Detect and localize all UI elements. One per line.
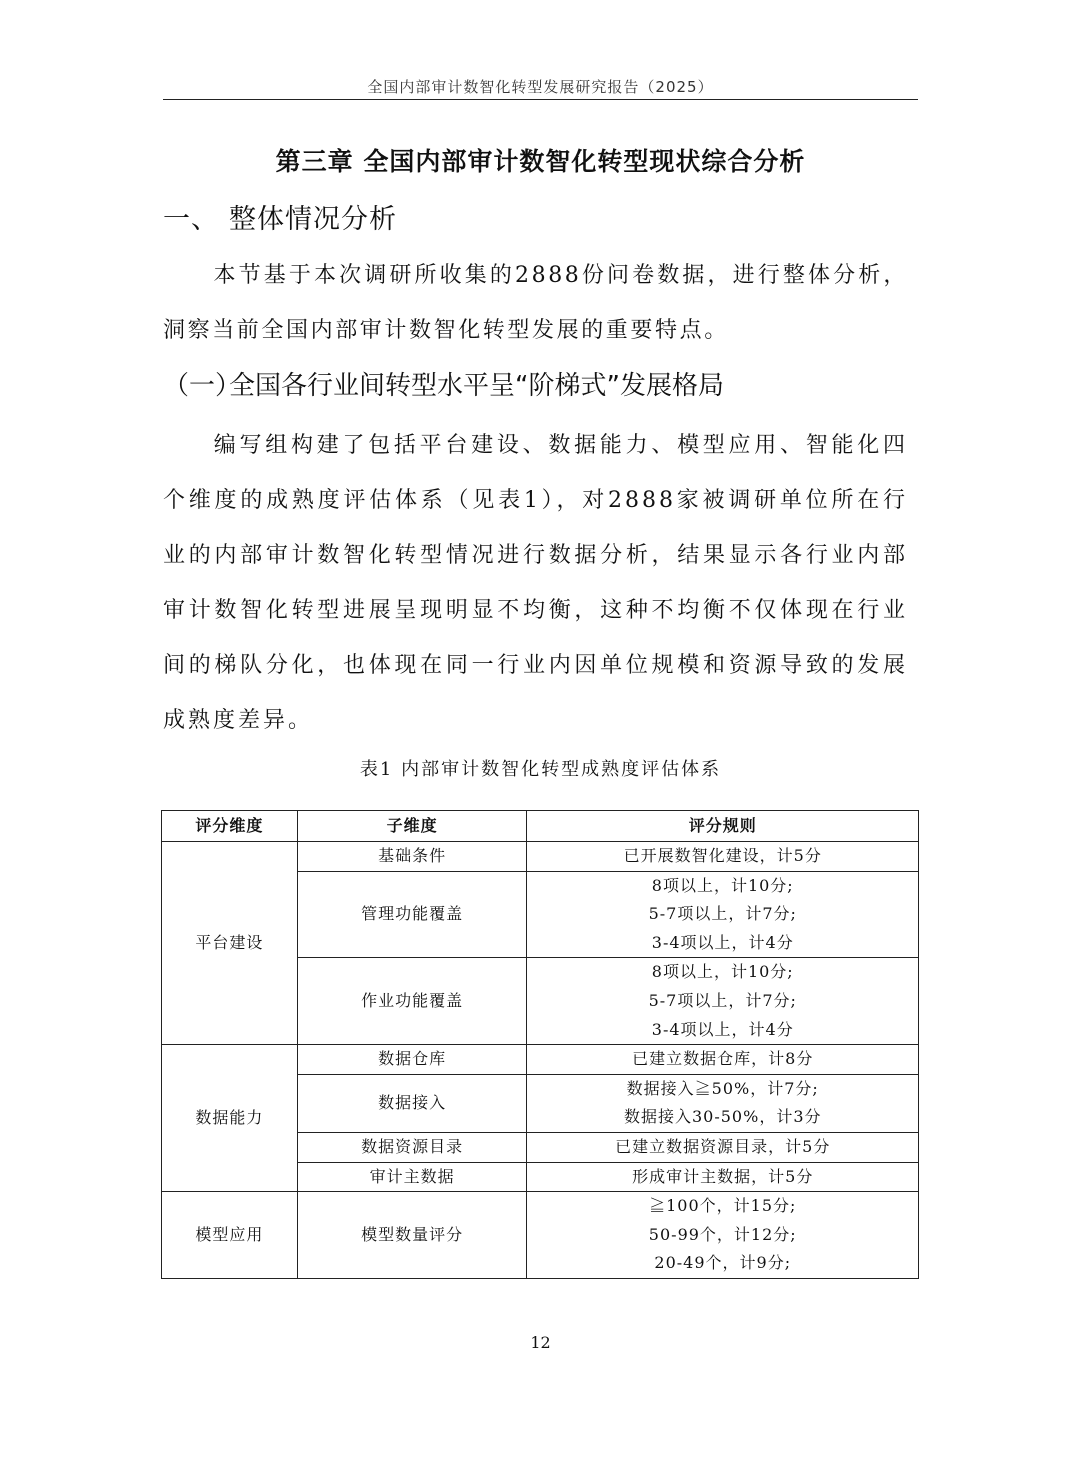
dimension-cell: 数据能力 xyxy=(162,1045,298,1192)
rule-line: 数据接入30-50%，计3分 xyxy=(623,1107,822,1127)
dimension-cell: 平台建设 xyxy=(162,842,298,1045)
table-row xyxy=(162,1045,919,1075)
rule-line: 8项以上，计10分; xyxy=(651,962,794,982)
rule-line: 数据接入≧50%，计7分; xyxy=(626,1078,819,1098)
subsection-paragraph xyxy=(163,418,908,748)
rule-line: 已开展数智化建设，计5分 xyxy=(623,846,822,865)
section-title: 整体情况分析 xyxy=(229,204,397,235)
rule-cell xyxy=(527,1074,919,1132)
subdimension-cell: 数据仓库 xyxy=(297,1045,527,1075)
rule-line: 5-7项以上，计7分; xyxy=(648,990,797,1010)
rule-line: 形成审计主数据，计5分 xyxy=(632,1166,814,1186)
subdimension-cell: 管理功能覆盖 xyxy=(297,871,527,958)
table-row xyxy=(162,1192,919,1279)
header-divider xyxy=(163,99,918,100)
rule-line: 50-99个，计12分; xyxy=(648,1224,797,1244)
subdimension-cell: 模型数量评分 xyxy=(297,1192,527,1279)
rule-line: ≧100个，计15分; xyxy=(649,1196,797,1216)
table-row xyxy=(162,842,919,872)
subsection-paragraph-text: 编写组构建了包括平台建设、数据能力、模型应用、智能化四个维度的成熟度评估体系（见表1），对2888家被调研单位所在行业的内部审计数智化转型情况进行数据分析，结果显示各行业内部审计数智化转型进展呈现明显不均衡，这种不均衡不仅体现在行业间的梯队分化，也体现在同一行业内因单位规模和资源导致的发展成熟度差异。 xyxy=(163,433,908,733)
rule-cell xyxy=(527,1045,919,1075)
table-header-row xyxy=(162,811,919,842)
subsection-heading xyxy=(163,365,724,402)
rule-cell xyxy=(527,1192,919,1279)
subdimension-cell: 数据资源目录 xyxy=(297,1132,527,1162)
rule-cell xyxy=(527,958,919,1045)
table-header-cell: 子维度 xyxy=(297,811,527,842)
subdimension-cell: 审计主数据 xyxy=(297,1162,527,1192)
section-paragraph xyxy=(163,248,908,358)
section-number: 一、 xyxy=(163,204,219,235)
section-paragraph-text: 本节基于本次调研所收集的2888份问卷数据，进行整体分析，洞察当前全国内部审计数智化转型发展的重要特点。 xyxy=(163,263,908,343)
rule-line: 5-7项以上，计7分; xyxy=(648,904,797,924)
rule-cell xyxy=(527,1162,919,1192)
table-header-cell: 评分规则 xyxy=(527,811,919,842)
table-caption: 表1 内部审计数智化转型成熟度评估体系 xyxy=(359,759,722,780)
running-header: 全国内部审计数智化转型发展研究报告（2025） xyxy=(367,78,714,96)
rule-line: 已建立数据仓库，计8分 xyxy=(632,1049,814,1069)
maturity-table xyxy=(161,810,919,1279)
rule-cell xyxy=(527,842,919,872)
rule-line: 3-4项以上，计4分 xyxy=(651,932,794,952)
subdimension-cell: 作业功能覆盖 xyxy=(297,958,527,1045)
subdimension-cell: 数据接入 xyxy=(297,1074,527,1132)
subsection-title: 全国各行业间转型水平呈“阶梯式”发展格局 xyxy=(229,371,724,401)
subsection-number: （一） xyxy=(163,371,242,401)
rule-line: 20-49个，计9分; xyxy=(654,1253,792,1273)
rule-cell xyxy=(527,871,919,958)
section-heading xyxy=(163,197,397,236)
rule-cell xyxy=(527,1132,919,1162)
page-number: 12 xyxy=(530,1333,551,1352)
rule-line: 3-4项以上，计4分 xyxy=(651,1019,794,1039)
table-header-cell: 评分维度 xyxy=(162,811,298,842)
chapter-title: 第三章 全国内部审计数智化转型现状综合分析 xyxy=(275,147,806,176)
subdimension-cell: 基础条件 xyxy=(297,842,527,872)
dimension-cell: 模型应用 xyxy=(162,1192,298,1279)
rule-line: 已建立数据资源目录，计5分 xyxy=(615,1136,831,1156)
rule-line: 8项以上，计10分; xyxy=(651,875,794,895)
